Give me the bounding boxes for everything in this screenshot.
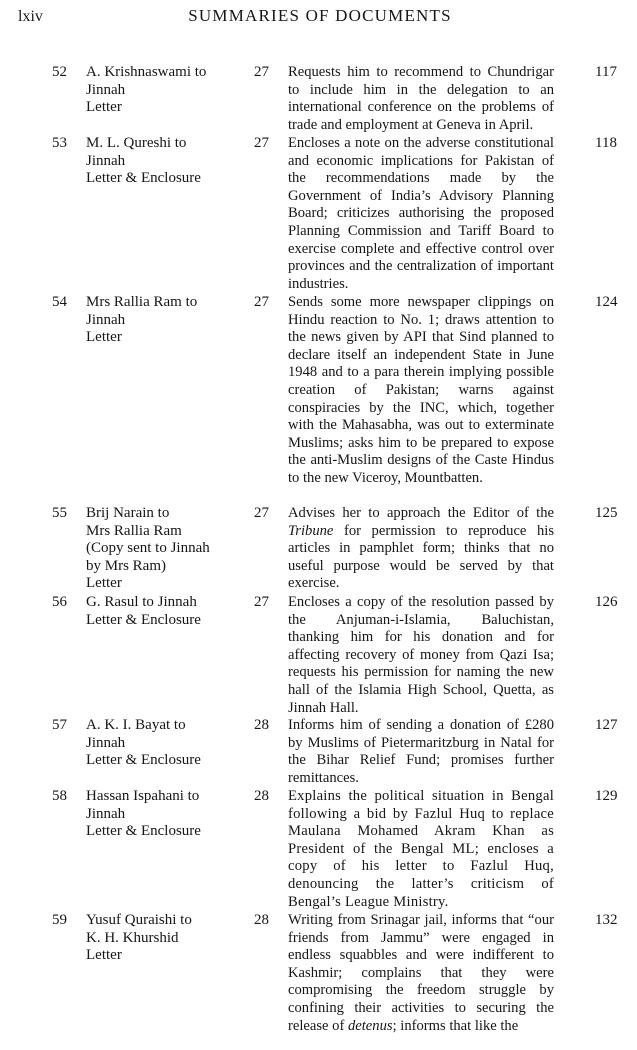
document-type: Letter — [86, 947, 122, 964]
correspondents — [86, 912, 241, 965]
entry-page-number: 124 — [595, 294, 618, 310]
entry-summary: Writing from Srinagar jail, informs that “our friends from Jammu” were engaged in endless squabbles and were indifferent to Kashmir; complains that they were compromising the freedom struggle by confining their activities to securing the release of detenus; informs that like the — [288, 912, 554, 1034]
document-type: Letter & Enclosure — [86, 611, 201, 628]
entry-date: 28 — [254, 912, 269, 928]
correspondents — [86, 717, 241, 770]
correspondent-line: A. K. I. Bayat to — [86, 717, 186, 733]
entry-number: 55 — [52, 505, 67, 521]
entry-date: 27 — [254, 135, 269, 151]
document-entry — [0, 717, 637, 788]
entry-summary: Explains the political situation in Bengal following a bid by Fazlul Huq to replace Maulana Mohamed Akram Khan as President of the Bengal ML; encloses a copy of his letter to Fazlul Huq, denouncing the latter’s criticism of Bengal’s League Ministry. — [288, 788, 554, 910]
document-type: Letter — [86, 329, 122, 346]
entry-number: 59 — [52, 912, 67, 928]
document-type: Letter & Enclosure — [86, 752, 201, 769]
entry-summary: Encloses a note on the adverse constitutional and economic implications for Pakistan of the recommendations made by the Government of India’s Advisory Planning Board; criticizes authorising the proposed Planning Commission and Tariff Board to exercise complete and effective control over provinces and the centralization of important industries. — [288, 135, 554, 292]
document-entry — [0, 594, 637, 717]
document-summaries-list — [0, 64, 637, 1035]
correspondent-line: Yusuf Quraishi to — [86, 912, 192, 928]
correspondent-line: Hassan Ispahani to — [86, 788, 200, 804]
document-type: Letter — [86, 99, 122, 116]
entry-number: 52 — [52, 64, 67, 80]
entry-page-number: 127 — [595, 717, 618, 733]
document-type: Letter & Enclosure — [86, 823, 201, 840]
entry-date: 27 — [254, 64, 269, 80]
document-entry — [0, 788, 637, 912]
entry-summary: Requests him to recommend to Chundrigar to include him in the delegation to an international conference on the problems of trade and employment at Geneva in April. — [288, 64, 554, 133]
document-entry — [0, 912, 637, 1035]
correspondent-line: Mrs Rallia Ram to — [86, 294, 198, 310]
document-entry — [0, 505, 637, 594]
entry-number: 54 — [52, 294, 67, 310]
correspondent-line: Jinnah — [86, 311, 126, 328]
correspondent-line: Mrs Rallia Ram — [86, 522, 182, 539]
entry-number: 58 — [52, 788, 67, 804]
entry-summary: Informs him of sending a donation of £280 by Muslims of Pietermaritzburg in Natal for the Bihar Relief Fund; promises further remittances. — [288, 717, 554, 786]
entry-date: 27 — [254, 505, 269, 521]
correspondent-line: Jinnah — [86, 734, 126, 751]
document-entry — [0, 294, 637, 505]
entry-page-number: 117 — [595, 64, 617, 80]
entry-number: 57 — [52, 717, 67, 733]
document-type: Letter & Enclosure — [86, 170, 201, 187]
entry-date: 27 — [254, 594, 269, 610]
document-entry — [0, 135, 637, 294]
correspondent-line: by Mrs Ram) — [86, 557, 166, 574]
correspondents — [86, 594, 241, 629]
correspondent-line: G. Rasul to Jinnah — [86, 594, 197, 610]
page-header — [18, 6, 622, 30]
entry-date: 28 — [254, 788, 269, 804]
entry-summary: Advises her to approach the Editor of the Tribune for permission to reproduce his articles in pamphlet form; thinks that no useful purpose would be served by that exercise. — [288, 505, 554, 592]
entry-page-number: 126 — [595, 594, 618, 610]
correspondents — [86, 505, 241, 593]
correspondent-line: (Copy sent to Jinnah — [86, 540, 210, 557]
entry-date: 27 — [254, 294, 269, 310]
correspondent-line: Jinnah — [86, 81, 126, 98]
correspondent-line: A. Krishnaswami to — [86, 64, 207, 80]
page-number: lxiv — [18, 8, 43, 25]
correspondents — [86, 294, 241, 347]
correspondents — [86, 64, 241, 117]
entry-summary: Sends some more newspaper clippings on Hindu reaction to No. 1; draws attention to the news given by API that Sind planned to declare itself an independent State in June 1948 and to a para therein implying possible creation of Pakistan; warns against conspiracies by the INC, which, together with the Mahasabha, was out to exterminate Muslims; asks him to be prepared to expose the anti-Muslim designs of the Caste Hindus to the new Viceroy, Mountbatten. — [288, 294, 554, 486]
entry-number: 53 — [52, 135, 67, 151]
entry-summary: Encloses a copy of the resolution passed by the Anjuman-i-Islamia, Baluchistan, thanking him for his donation and for affecting recovery of money from Qazi Isa; requests his permission for naming the new hall of the Islamia High School, Quetta, as Jinnah Hall. — [288, 594, 554, 716]
entry-page-number: 129 — [595, 788, 618, 804]
correspondent-line: Jinnah — [86, 805, 126, 822]
correspondent-line: M. L. Qureshi to — [86, 135, 187, 151]
document-entry — [0, 64, 637, 135]
entry-date: 28 — [254, 717, 269, 733]
running-title: SUMMARIES OF DOCUMENTS — [188, 6, 452, 25]
correspondents — [86, 788, 241, 841]
correspondent-line: K. H. Khurshid — [86, 929, 179, 946]
correspondent-line: Jinnah — [86, 152, 126, 169]
document-type: Letter — [86, 575, 122, 592]
entry-page-number: 132 — [595, 912, 618, 928]
correspondent-line: Brij Narain to — [86, 505, 170, 521]
correspondents — [86, 135, 241, 188]
entry-page-number: 125 — [595, 505, 618, 521]
entry-number: 56 — [52, 594, 67, 610]
entry-page-number: 118 — [595, 135, 617, 151]
